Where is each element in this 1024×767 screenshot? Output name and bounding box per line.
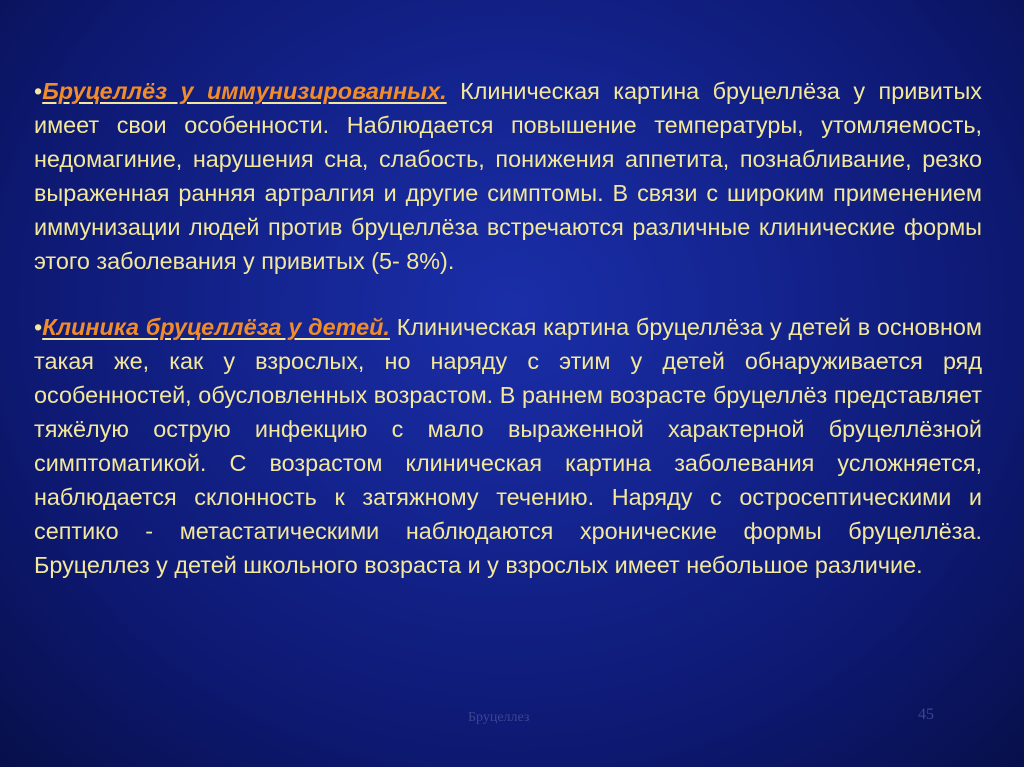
paragraph-children (34, 310, 982, 582)
bullet-icon: • (34, 314, 43, 340)
heading-immunized: Бруцеллёз у иммунизированных. (42, 78, 447, 104)
paragraph-text: Клиническая картина бруцеллёза у детей в основном такая же, как у взрослых, но наряду с этим у детей обнаруживается ряд особенностей, обусловленных возрастом. В раннем возрасте бруцеллёз представляет тяжёлую острую инфекцию с мало выраженной характерной бруцеллёзной симптоматикой. С возрастом клиническая картина заболевания усложняется, наблюдается склонность к затяжному течению. Наряду с остросептическими и септико - метастатическими наблюдаются хронические формы бруцеллёза. Бруцеллез у детей школьного возраста и у взрослых имеет небольшое различие. (34, 314, 982, 578)
heading-children: Клиника бруцеллёза у детей. (42, 314, 390, 340)
bullet-icon: • (34, 78, 43, 104)
footer-title: Бруцеллез (468, 710, 530, 725)
paragraph-immunized (34, 74, 982, 278)
paragraph-text: Клиническая картина бруцеллёза у привитых имеет свои особенности. Наблюдается повышение температуры, утомляемость, недомагиние, нарушения сна, слабость, понижения аппетита, познабливание, резко выраженная ранняя артралгия и другие симптомы. В связи с широким применением иммунизации людей против бруцеллёза встречаются различные клинические формы этого заболевания у привитых (5- 8%). (34, 78, 982, 274)
slide-number: 45 (918, 706, 934, 723)
slide-content (34, 74, 982, 582)
